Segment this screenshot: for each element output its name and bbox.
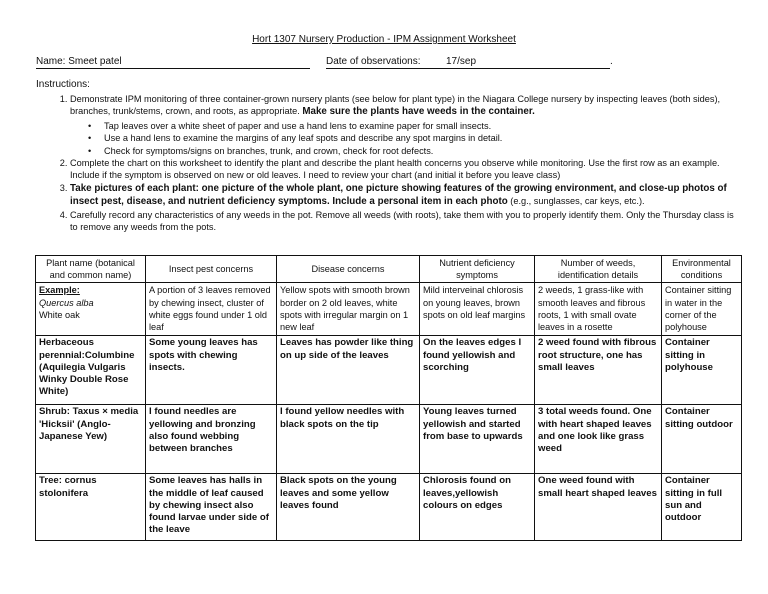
plant-cell [36,283,146,336]
disease-cell: Yellow spots with smooth brown border on 2 old leaves, white spots with irregular margin on 1 new leaf [277,283,420,336]
insect-cell: Some leaves has halls in the middle of leaf caused by chewing insect also found larvae under side of the leave [146,474,277,541]
column-header: Environmental conditions [662,256,742,283]
instruction-3-text: (e.g., sunglasses, car keys, etc.). [507,196,645,207]
instruction-4 [70,209,736,234]
date-label: Date of observations: [326,56,421,67]
table-row [36,474,742,541]
disease-cell: Black spots on the young leaves and some yellow leaves found [277,474,420,541]
table-row [36,405,742,474]
column-header: Nutrient deficiency symptoms [420,256,535,283]
instruction-2 [70,157,736,182]
disease-cell: Leaves has powder like thing on up side of the leaves [277,336,420,405]
date-trail: . [610,56,613,67]
weeds-cell: 2 weeds, 1 grass-like with smooth leaves and fibrous roots, 1 with small ovate leaves in a rosette [535,283,662,336]
instruction-bullet [88,120,736,132]
student-name: Name: Smeet patel [36,56,122,67]
header-fields [36,56,736,70]
instruction-1-text: Demonstrate IPM monitoring of three container-grown nursery plants (see below for plant type) in the Niagara College nursery by inspecting leaves (both sides), branches, trunk/stems, crown, and roots, as appropriate. [70,94,721,117]
instruction-1-emphasis: Make sure the plants have weeds in the container. [302,106,535,118]
weeds-cell: 2 weed found with fibrous root structure, one has small leaves [535,336,662,405]
instruction-4-text: Carefully record any characteristics of any weeds in the pot. Remove all weeds (with roots), take them with you to properly identify them. Only the Thursday class is to remove any weeds from the pots. [70,209,734,233]
weeds-cell: 3 total weeds found. One with heart shaped leaves and one look like grass weed [535,405,662,474]
instruction-2-text: Complete the chart on this worksheet to identify the plant and describe the plant health concerns you observe while monitoring. Use the first row as an example. Include if the symptom is observed on new or old leaves. I need to review your chart (and initial it before you leave class) [70,158,720,181]
table-header-row [36,256,742,283]
nutrient-cell: Mild interveinal chlorosis on young leaves, brown spots on old leaf margins [420,283,535,336]
table-row-example [36,283,742,336]
instructions-list [36,93,736,233]
instructions-heading: Instructions: [36,79,90,90]
disease-cell: I found yellow needles with black spots on the tip [277,405,420,474]
nutrient-cell: Chlorosis found on leaves,yellowish colours on edges [420,474,535,541]
environment-cell: Container sitting in full sun and outdoor [662,474,742,541]
instruction-bullet [88,132,736,144]
example-label: Example: [39,285,80,296]
example-botanical: Quercus alba [39,297,94,308]
insect-cell: Some young leaves has spots with chewing insects. [146,336,277,405]
table-row [36,336,742,405]
worksheet-title: Hort 1307 Nursery Production - IPM Assignment Worksheet [252,34,516,45]
environment-cell: Container sitting in polyhouse [662,336,742,405]
column-header: Plant name (botanical and common name) [36,256,146,283]
bullet-icon: • [88,145,92,156]
environment-cell: Container sitting in water in the corner of the polyhouse [662,283,742,336]
plant-cell: Herbaceous perennial:Columbine (Aquilegia Vulgaris Winky Double Rose White) [36,336,146,405]
column-header: Insect pest concerns [146,256,277,283]
insect-cell: A portion of 3 leaves removed by chewing insect, cluster of white eggs found under 1 old leaf [146,283,277,336]
date-value: 17/sep [446,56,477,67]
bullet-text: Use a hand lens to examine the margins of any leaf spots and describe any spot margins in detail. [104,133,503,144]
nutrient-cell: On the leaves edges I found yellowish and scorching [420,336,535,405]
name-underline [36,68,310,69]
ipm-chart [35,255,742,541]
nutrient-cell: Young leaves turned yellowish and started from base to upwards [420,405,535,474]
weeds-cell: One weed found with small heart shaped leaves [535,474,662,541]
plant-cell: Shrub: Taxus × media 'Hicksii' (Anglo-Japanese Yew) [36,405,146,474]
plant-cell: Tree: cornus stolonifera [36,474,146,541]
instruction-1 [70,93,736,157]
insect-cell: I found needles are yellowing and bronzing also found webbing between branches [146,405,277,474]
example-common: White oak [39,309,80,320]
bullet-text: Tap leaves over a white sheet of paper and use a hand lens to examine paper for small insects. [104,120,492,131]
bullet-text: Check for symptoms/signs on branches, trunk, and crown, check for root defects. [104,145,434,156]
bullet-icon: • [88,120,92,131]
instruction-3-emphasis: Take pictures of each plant: one picture of the whole plant, one picture showing features of the growing environment, and close-up photos of insect pest, disease, and nutrient deficiency symptoms. Include a personal item in each photo [70,182,727,208]
environment-cell: Container sitting outdoor [662,405,742,474]
bullet-icon: • [88,133,92,144]
instruction-3 [70,182,736,209]
column-header: Disease concerns [277,256,420,283]
instruction-bullet [88,145,736,157]
date-underline [326,68,610,69]
column-header: Number of weeds, identification details [535,256,662,283]
